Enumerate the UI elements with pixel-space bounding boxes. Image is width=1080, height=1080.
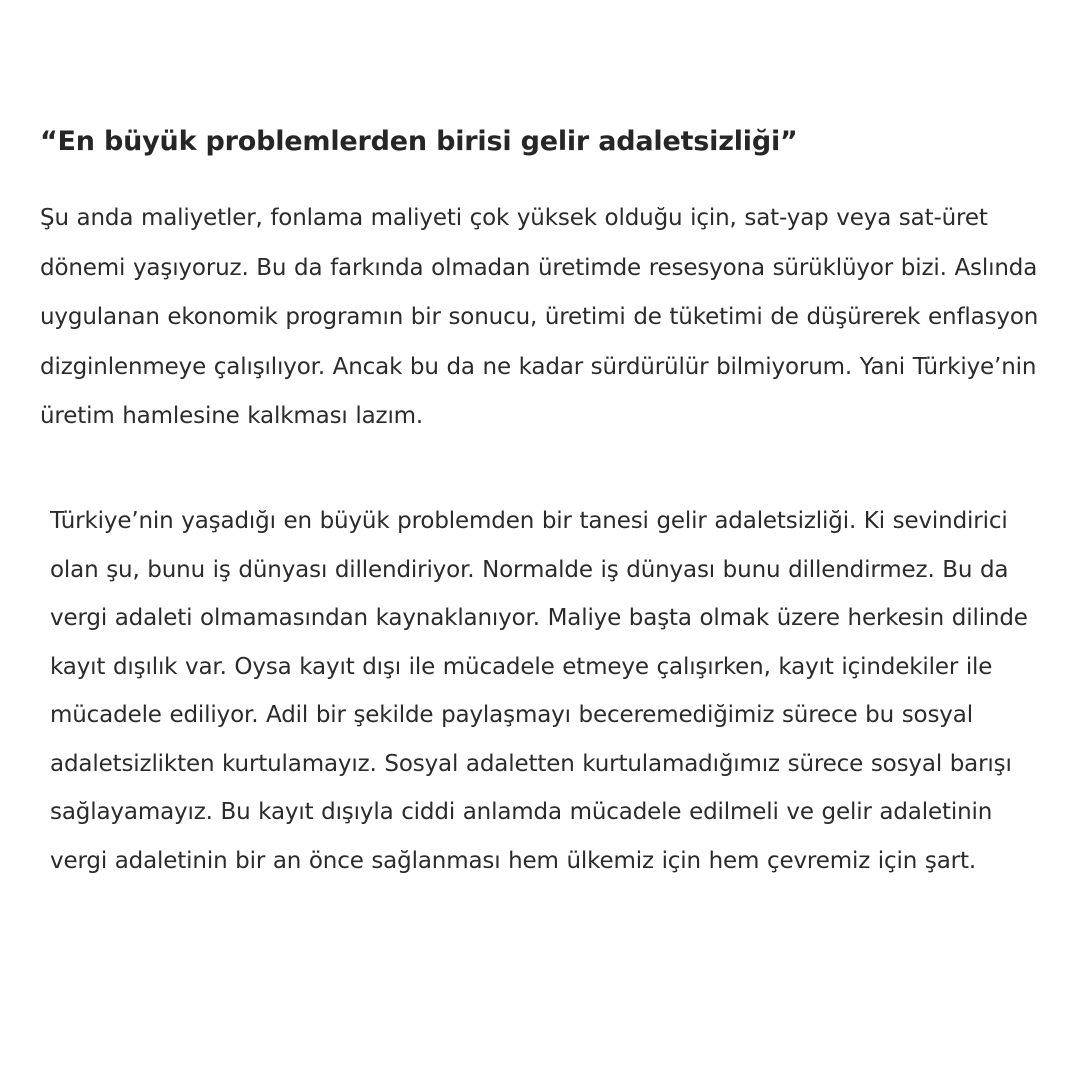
article [40,118,1052,442]
article-paragraph-1: Şu anda maliyetler, fonlama maliyeti çok yüksek olduğu için, sat-yap veya sat-üret dönemi yaşıyoruz. Bu da farkında olmadan üretimde resesyona sürüklüyor bizi. Aslında uygulanan ekonomik programın bir sonucu, üretimi de tüketimi de düşürerek enflasyon dizginlenmeye çalışılıyor. Ancak bu da ne kadar sürdürülür bilmiyorum. Yani Türkiye’nin üretim hamlesine kalkması lazım. [40,205,1039,429]
article-heading: “En büyük problemlerden birisi gelir adaletsizliği” [40,126,798,157]
article-paragraph-2: Türkiye’nin yaşadığı en büyük problemden bir tanesi gelir adaletsizliği. Ki sevindirici olan şu, bunu iş dünyası dillendiriyor. Normalde iş dünyası bunu dillendirmez. Bu da vergi adaleti olmamasından kaynaklanıyor. Maliye başta olmak üzere herkesin dilinde kayıt dışılık var. Oysa kayıt dışı ile mücadele etmeye çalışırken, kayıt içindekiler ile mücadele ediliyor. Adil bir şekilde paylaşmayı beceremediğimiz sürece bu sosyal adaletsizlikten kurtulamayız. Sosyal adaletten kurtulamadığımız sürece sosyal barışı sağlayamayız. Bu kayıt dışıyla ciddi anlamda mücadele edilmeli ve gelir adaletinin vergi adaletinin bir an önce sağlanması hem ülkemiz için hem çevremiz için şart. [50,508,1028,874]
